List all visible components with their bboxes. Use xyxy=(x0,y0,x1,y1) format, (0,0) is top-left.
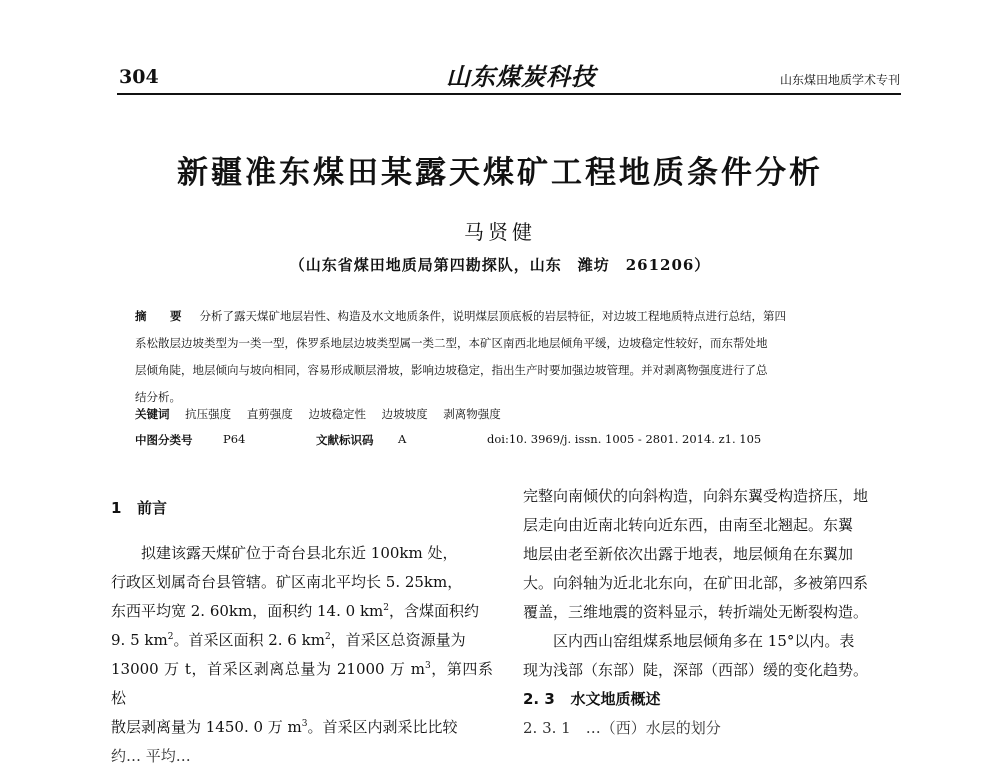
body-line-cut: 2. 3. 1 …（西）水层的划分 xyxy=(523,719,721,737)
body-line: 大。向斜轴为近北北东向，在矿田北部，多被第四系 xyxy=(523,574,869,592)
body-line-cut: 约… 平均… xyxy=(111,747,191,765)
abstract-label: 摘 要 xyxy=(135,309,188,323)
abstract-line: 结分析。 xyxy=(135,390,181,404)
keywords-row xyxy=(135,406,501,422)
doc-code-value: A xyxy=(398,432,407,446)
article-title: 新疆准东煤田某露天煤矿工程地质条件分析 xyxy=(177,155,823,191)
abstract-line: 系松散层边坡类型为一类一型，侏罗系地层边坡类型属一类二型，本矿区南西北地层倾角平缓，边坡稳定性较好，而东帮处地 xyxy=(135,336,768,350)
subsection-heading xyxy=(523,685,903,714)
subsection-title: 水文地质概述 xyxy=(570,690,661,708)
body-line: 13000 万 t，首采区剥离总量为 21000 万 $m^3$，第四系松 xyxy=(111,660,493,707)
abstract-line xyxy=(135,303,872,330)
body-line: 区内西山窑组煤系地层倾角多在 15°以内。表 xyxy=(553,632,855,650)
author-name: 马贤健 xyxy=(464,220,536,244)
left-column xyxy=(111,482,493,771)
abstract-text: 分析了露天煤矿地层岩性、构造及水文地质条件，说明煤层顶底板的岩层特征，对边坡工程地质特点进行总结，第四 xyxy=(199,309,786,323)
keyword: 直剪强度 xyxy=(246,407,293,421)
journal-logo: 山东煤炭科技 xyxy=(446,62,596,91)
author-affiliation: （山东省煤田地质局第四勘探队，山东 潍坊 261206） xyxy=(289,256,711,274)
body-line: 覆盖，三维地震的资料显示，转折端处无断裂构造。 xyxy=(523,603,869,621)
header-rule xyxy=(117,93,901,95)
classification-label: 中图分类号 xyxy=(135,433,193,447)
keyword: 剥离物强度 xyxy=(443,407,501,421)
doc-code-label: 文献标识码 xyxy=(316,433,374,447)
body-line: 东西平均宽 2. 60km，面积约 14. 0 $km^2$，含煤面积约 xyxy=(111,602,480,620)
body-line: 现为浅部（东部）陡，深部（西部）缓的变化趋势。 xyxy=(523,661,869,679)
body-line: 散层剥离量为 1450. 0 万 $m^3$。首采区内剥采比比较 xyxy=(111,718,458,736)
section-title: 前言 xyxy=(137,499,168,517)
abstract xyxy=(135,303,872,411)
doi: doi:10. 3969/j. issn. 1005 - 2801. 2014. z1. 105 xyxy=(487,432,762,446)
running-title: 山东煤田地质学术专刊 xyxy=(779,73,900,87)
body-line: 拟建该露天煤矿位于奇台县北东近 100km 处， xyxy=(141,544,458,562)
page-number: 304 xyxy=(119,66,159,88)
body-line: 完整向南倾伏的向斜构造，向斜东翼受构造挤压，地 xyxy=(523,487,869,505)
classification-value: P64 xyxy=(223,432,246,446)
section-heading xyxy=(111,494,493,523)
body-line: 9. 5 $km^2$。首采区面积 2. 6 $km^2$，首采区总资源量为 xyxy=(111,631,466,649)
body-line: 层走向由近南北转向近东西，由南至北翘起。东翼 xyxy=(523,516,854,534)
keyword: 边坡稳定性 xyxy=(308,407,366,421)
keyword: 抗压强度 xyxy=(185,407,232,421)
section-number: 1 xyxy=(111,499,122,517)
abstract-line: 层倾角陡，地层倾向与坡向相同，容易形成顺层滑坡，影响边坡稳定，指出生产时要加强边坡管理。并对剥离物强度进行了总 xyxy=(135,363,768,377)
right-column xyxy=(523,482,903,743)
keywords-label: 关键词 xyxy=(135,407,170,421)
subsection-number: 2. 3 xyxy=(523,690,555,708)
keyword: 边坡坡度 xyxy=(381,407,428,421)
body-line: 地层由老至新依次出露于地表，地层倾角在东翼加 xyxy=(523,545,854,563)
body-line: 行政区划属奇台县管辖。矿区南北平均长 5. 25km， xyxy=(111,573,463,591)
